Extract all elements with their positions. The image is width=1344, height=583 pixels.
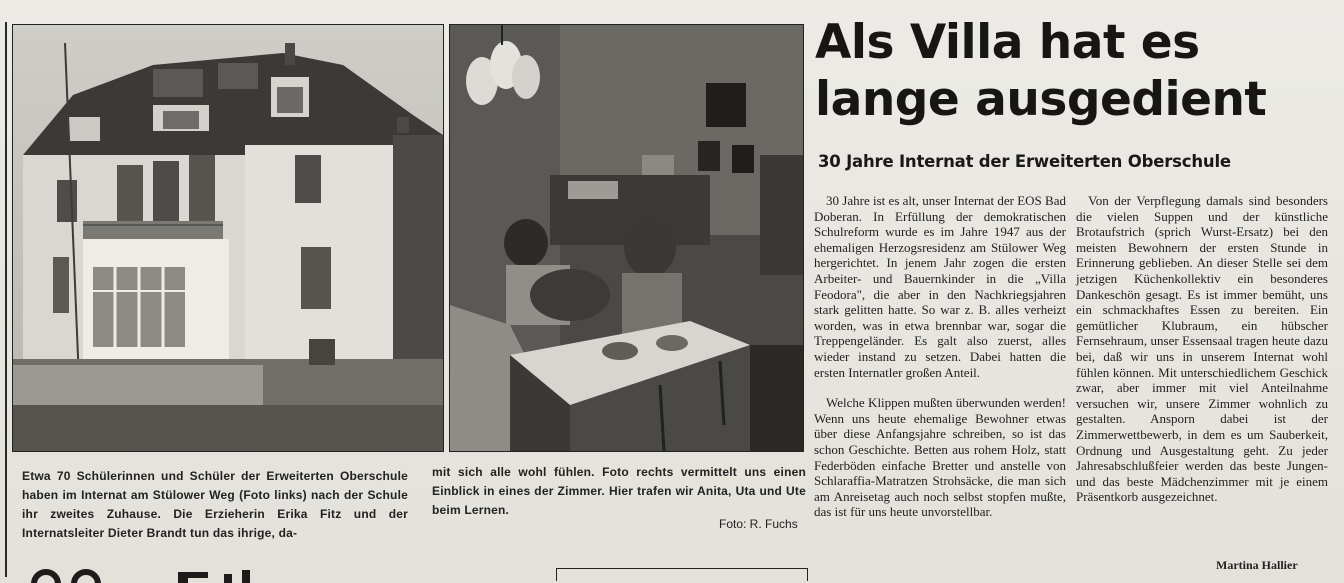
article-column-2	[1076, 193, 1328, 505]
room-interior-photo	[449, 24, 804, 452]
headline-line-2: lange ausgedient	[815, 72, 1267, 127]
right-photo-caption	[432, 463, 806, 520]
headline-line-1: Als Villa hat es	[815, 15, 1200, 70]
column-1-paragraph-2: Welche Klippen mußten überwunden werden! Wenn uns heute ehemalige Bewohner etwas über diese Anfangsjahre schreiben, so ist das schon Geschichte. Betten aus rohem Holz, statt Federböden einfache Bretter und anstelle von Schlaraffia-Matratzen Strohsäcke, die man sich am Anreisetag auch noch selbst stopfen mußte, das ist für uns heute unvorstellbar.	[814, 395, 1066, 520]
article-byline: Martina Hallier	[1216, 558, 1298, 572]
photo-credit: Foto: R. Fuchs	[719, 517, 798, 531]
left-caption-text: Etwa 70 Schülerinnen und Schüler der Erweiterten Oberschule haben im Internat am Stülower Weg (Foto links) nach der Schule ihr zweites Zuhause. Die Erzieherin Erika Fitz und der Internatsleiter Dieter Brandt tun das ihrige, da-	[22, 469, 408, 540]
left-photo-caption	[22, 467, 408, 543]
right-caption-text: mit sich alle wohl fühlen. Foto rechts vermittelt uns einen Einblick in eines der Zimmer. Hier trafen wir Anita, Uta und Ute beim Lernen.	[432, 465, 806, 517]
next-article-fragment	[28, 564, 268, 583]
article-headline	[815, 14, 1335, 128]
article-subheadline: 30 Jahre Internat der Erweiterten Oberschule	[818, 152, 1231, 171]
article-column-1	[814, 193, 1066, 520]
villa-photo	[12, 24, 444, 452]
page-edge-line	[5, 22, 7, 577]
column-2-paragraph-1: Von der Verpflegung damals sind besonders die vielen Suppen und der künstliche Brotaufstrich (sprich Wurst-Ersatz) bei den meisten Bewohnern der ersten Stunde in Erinnerung geblieben. An dieser Stelle sei dem jetzigen Küchenkollektiv ein besonderes Dankeschön gesagt. Es ist immer bemüht, uns ein schmackhaftes Essen zu bereiten. Ein gemütlicher Klubraum, ein hübscher Fernsehraum, unser Essensaal tragen heute dazu bei, daß wir uns in unserem Internat wohl fühlen können. Mit unterschiedlichem Geschick zwar, aber immer mit viel Anteilnahme versuchen wir, unsere Zimmer wohnlich zu gestalten. Ansporn dabei ist der Zimmerwettbewerb, in dem es um Sauberkeit, Ordnung und Ausgestaltung geht. Zu jeder Jahresabschlußfeier werden das beste Jungen- und das beste Mädchenzimmer mit je einem Präsentkorb ausgezeichnet.	[1076, 193, 1328, 505]
column-1-paragraph-1: 30 Jahre ist es alt, unser Internat der EOS Bad Doberan. In Erfüllung der demokratischen Schulreform wurde es im Jahre 1947 aus der ehemaligen Herzogsresidenz am Stülower Weg hergerichtet. In jenem Jahr zogen die ersten Arbeiter- und Bauernkinder in die „Villa Feodora", die aber in den Nachkriegsjahren stark gelitten hatte. So war z. B. alles verheizt worden, was in etwa brennbar war, sogar die Treppengeländer. Es galt also zuerst, alles wieder instand zu setzen. Dabei hatten die ersten Internatler großen Anteil.	[814, 193, 1066, 380]
next-article-box	[556, 568, 808, 581]
